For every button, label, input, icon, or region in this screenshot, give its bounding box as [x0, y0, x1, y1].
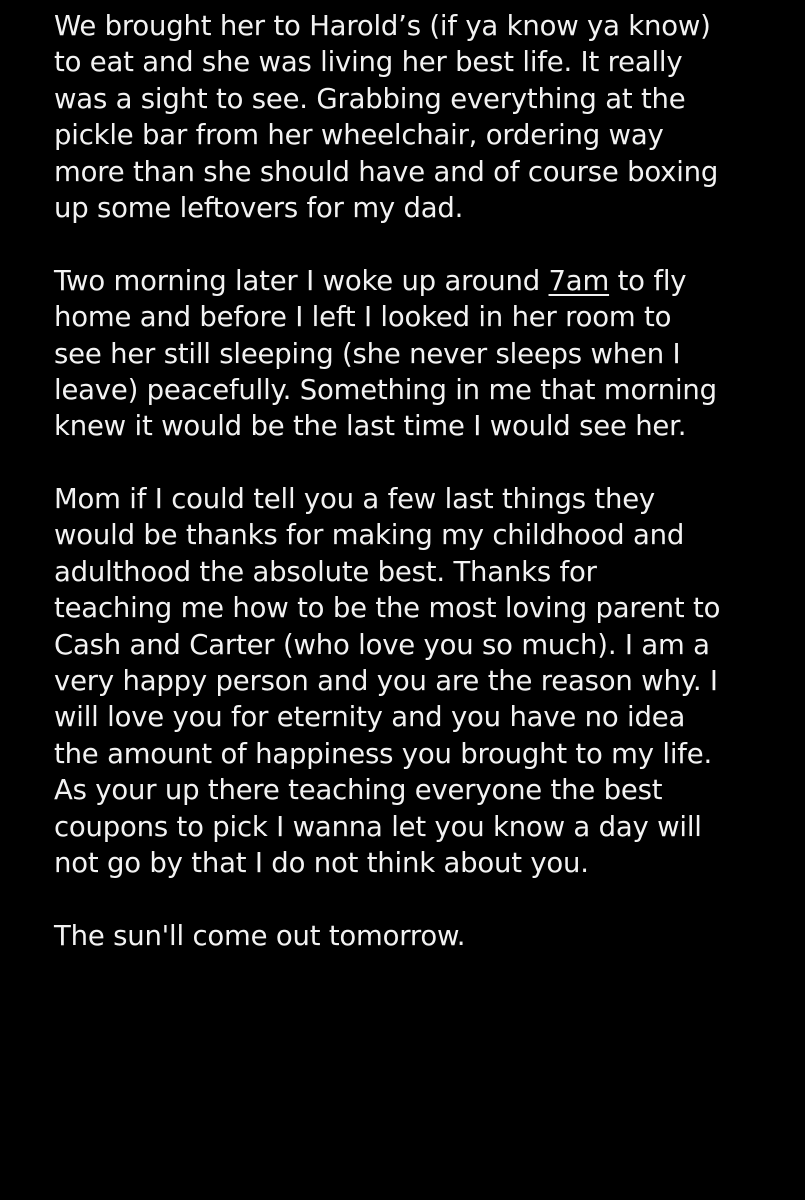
paragraph-gap [54, 226, 774, 262]
text-line: coupons to pick I wanna let you know a day will [54, 810, 702, 843]
text-line: to eat and she was living her best life. It really [54, 46, 683, 79]
text-line: leave) peacefully. Something in me that morning [54, 373, 717, 406]
paragraph-gap [54, 881, 774, 917]
paragraph-1 [54, 8, 774, 226]
text-line: very happy person and you are the reason why. I [54, 665, 718, 698]
paragraph-4 [54, 918, 774, 954]
text-line [54, 263, 774, 299]
note-body[interactable] [54, 8, 774, 954]
text-line: home and before I left I looked in her room to [54, 301, 672, 334]
paragraph-3 [54, 481, 774, 881]
text-line: adulthood the absolute best. Thanks for [54, 555, 597, 588]
text-segment: to fly [609, 264, 687, 297]
text-line: knew it would be the last time I would see her. [54, 410, 687, 443]
paragraph-2 [54, 263, 774, 445]
text-line: As your up there teaching everyone the best [54, 774, 663, 807]
text-line: up some leftovers for my dad. [54, 191, 464, 224]
text-line: The sun'll come out tomorrow. [54, 919, 466, 952]
text-line: Cash and Carter (who love you so much). I am a [54, 628, 710, 661]
paragraph-gap [54, 445, 774, 481]
text-line: would be thanks for making my childhood and [54, 519, 685, 552]
text-line: see her still sleeping (she never sleeps when I [54, 337, 681, 370]
text-segment: Two morning later I woke up around [54, 264, 549, 297]
text-line: the amount of happiness you brought to my life. [54, 737, 713, 770]
text-line: not go by that I do not think about you. [54, 846, 589, 879]
text-line: Mom if I could tell you a few last things they [54, 483, 655, 516]
text-line: pickle bar from her wheelchair, ordering way [54, 119, 664, 152]
text-line: We brought her to Harold’s (if ya know ya know) [54, 10, 711, 42]
time-link[interactable]: 7am [548, 264, 610, 297]
text-line: was a sight to see. Grabbing everything at the [54, 82, 686, 115]
text-line: teaching me how to be the most loving parent to [54, 592, 721, 625]
text-line: more than she should have and of course boxing [54, 155, 719, 188]
text-line: will love you for eternity and you have no idea [54, 701, 686, 734]
